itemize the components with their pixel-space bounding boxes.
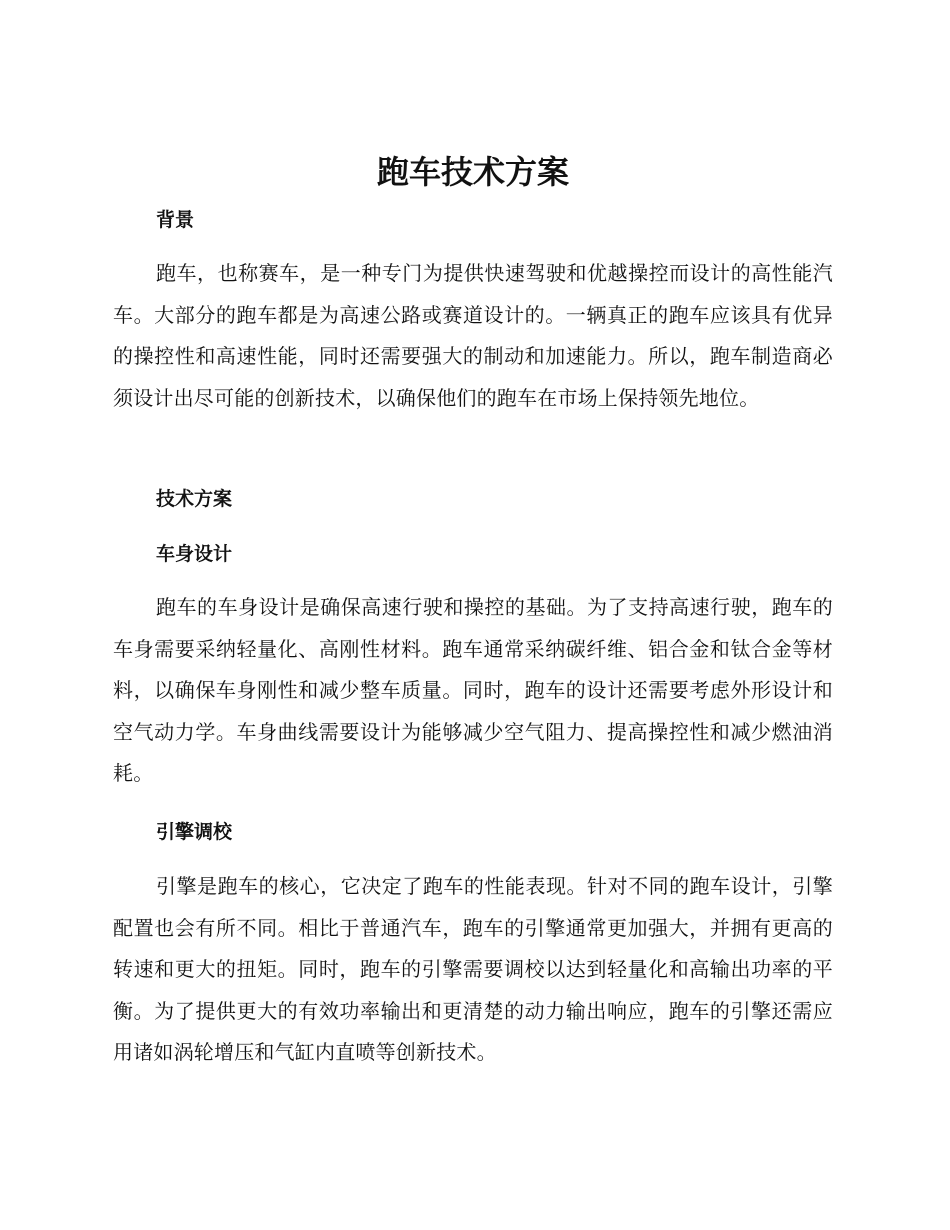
section-heading-background: 背景 — [156, 209, 195, 231]
section-heading-technical-plan: 技术方案 — [156, 488, 233, 510]
document-title: 跑车技术方案 — [376, 153, 569, 191]
section-heading-body-design: 车身设计 — [156, 543, 233, 565]
section-heading-engine-tuning: 引擎调校 — [156, 821, 233, 843]
section-paragraph-background: 跑车，也称赛车，是一种专门为提供快速驾驶和优越操控而设计的高性能汽车。大部分的跑车都是为高速公路或赛道设计的。一辆真正的跑车应该具有优异的操控性和高速性能，同时还需要强大的制动和加速能力。所以，跑车制造商必须设计出尽可能的创新技术，以确保他们的跑车在市场上保持领先地位。 — [113, 261, 833, 410]
section-paragraph-body-design: 跑车的车身设计是确保高速行驶和操控的基础。为了支持高速行驶，跑车的车身需要采纳轻量化、高刚性材料。跑车通常采纳碳纤维、铝合金和钛合金等材料，以确保车身刚性和减少整车质量。同时，跑车的设计还需要考虑外形设计和空气动力学。车身曲线需要设计为能够减少空气阻力、提高操控性和减少燃油消耗。 — [113, 595, 833, 785]
section-paragraph-engine-tuning: 引擎是跑车的核心，它决定了跑车的性能表现。针对不同的跑车设计，引擎配置也会有所不同。相比于普通汽车，跑车的引擎通常更加强大，并拥有更高的转速和更大的扭矩。同时，跑车的引擎需要调校以达到轻量化和高输出功率的平衡。为了提供更大的有效功率输出和更清楚的动力输出响应，跑车的引擎还需应用诸如涡轮增压和气缸内直喷等创新技术。 — [113, 874, 833, 1064]
